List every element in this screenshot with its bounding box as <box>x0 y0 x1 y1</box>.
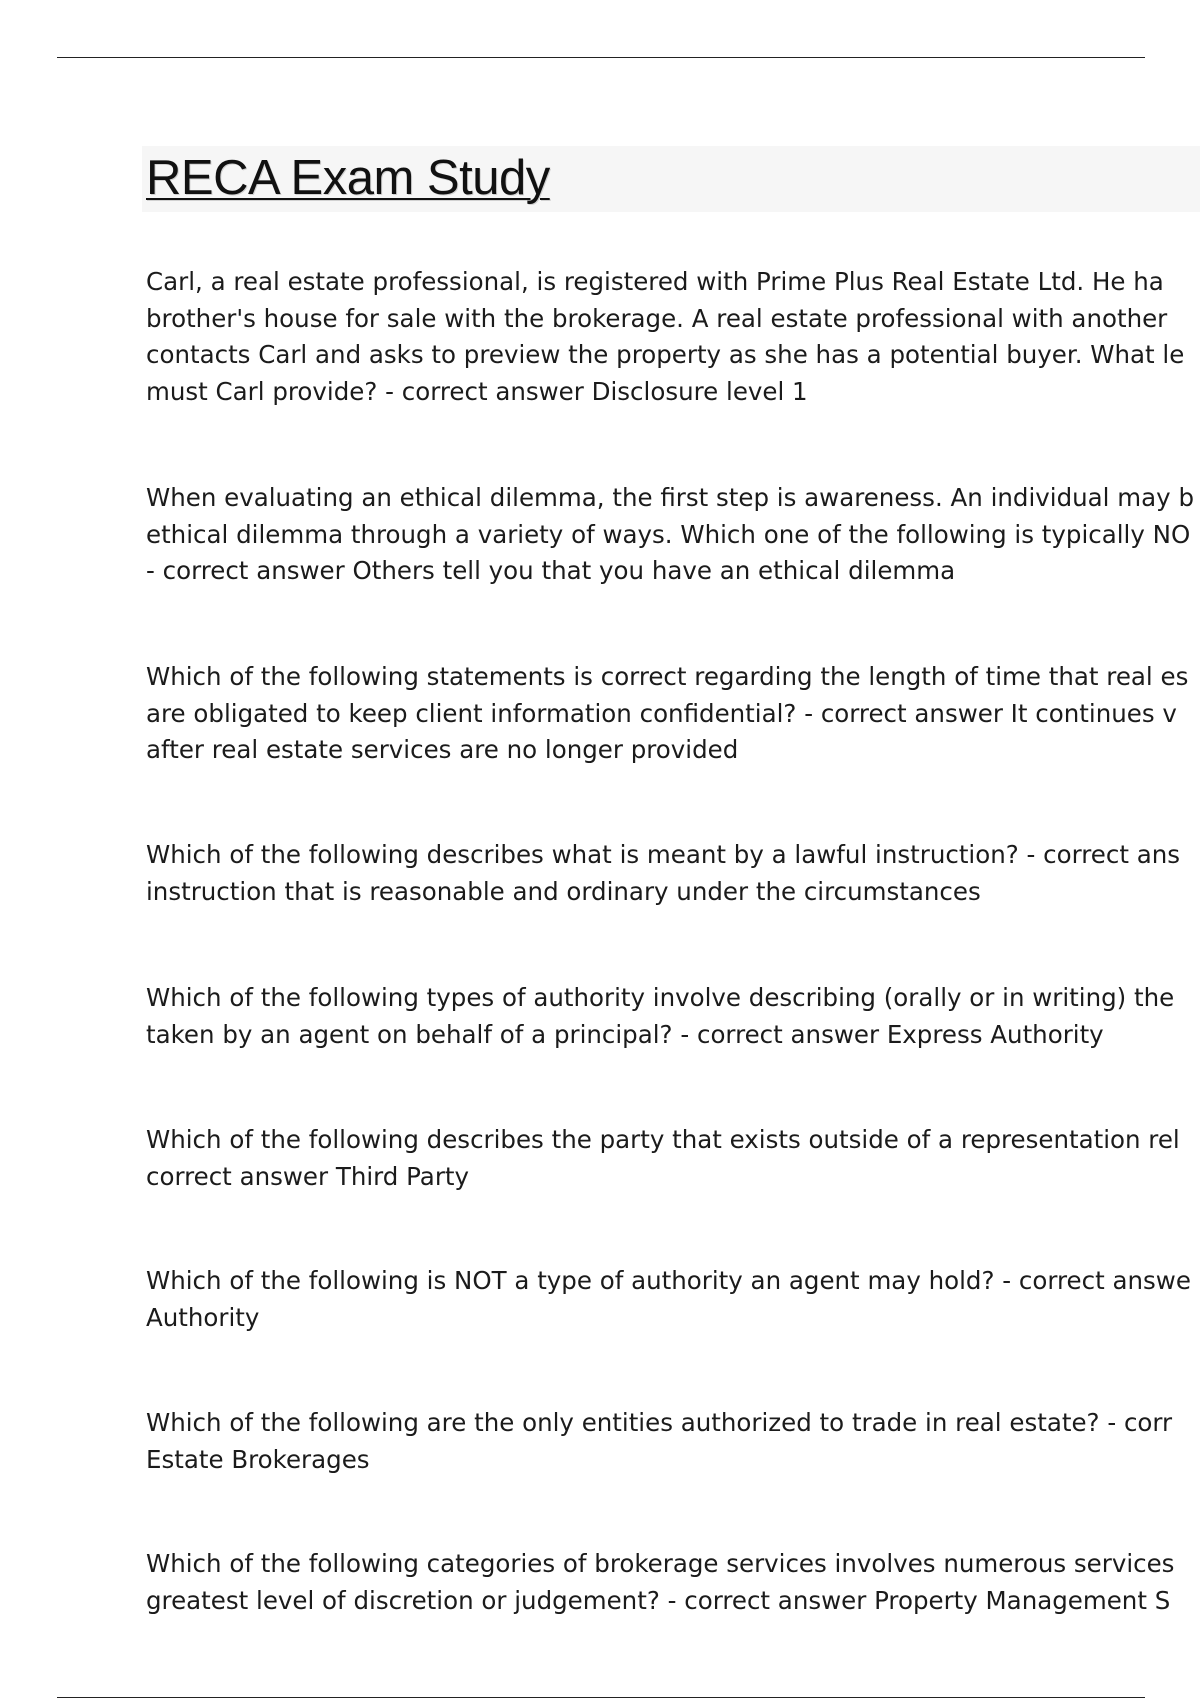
qa-item-2-line-3: - correct answer Others tell you that you have an ethical dilemma <box>146 556 956 585</box>
qa-item-9-line-1: Which of the following categories of brokerage services involves numerous services <box>146 1549 1175 1578</box>
qa-item-5-line-1: Which of the following types of authority involve describing (orally or in writing) the <box>146 983 1175 1012</box>
qa-item-8 <box>146 1405 1172 1478</box>
qa-item-3-line-3: after real estate services are no longer provided <box>146 735 739 764</box>
qa-item-7-line-2: Authority <box>146 1302 260 1332</box>
qa-item-3-line-2: are obligated to keep client information confidential? - correct answer It continues v <box>146 698 1177 728</box>
qa-item-6-line-1: Which of the following describes the party that exists outside of a representation rel <box>146 1125 1180 1154</box>
qa-item-1-line-4: must Carl provide? - correct answer Disclosure level 1 <box>146 376 808 406</box>
qa-item-6 <box>146 1122 1180 1195</box>
qa-item-8-line-1: Which of the following are the only entities authorized to trade in real estate? - corr <box>146 1408 1173 1437</box>
qa-item-3-line-1: Which of the following statements is correct regarding the length of time that real es <box>146 662 1189 691</box>
qa-item-4 <box>146 837 1180 910</box>
qa-item-2-line-2: ethical dilemma through a variety of ways. Which one of the following is typically NO <box>146 519 1191 549</box>
qa-item-5-line-2: taken by an agent on behalf of a principal? - correct answer Express Authority <box>146 1019 1104 1049</box>
qa-item-1 <box>146 264 1184 410</box>
qa-item-1-line-2: brother's house for sale with the brokerage. A real estate professional with another <box>146 303 1168 333</box>
qa-item-9 <box>146 1546 1174 1619</box>
qa-item-1-line-3: contacts Carl and asks to preview the property as she has a potential buyer. What le <box>146 340 1185 369</box>
qa-item-8-line-2: Estate Brokerages <box>146 1444 370 1474</box>
qa-item-3 <box>146 659 1188 769</box>
header-rule <box>57 57 1145 58</box>
qa-item-2-line-1: When evaluating an ethical dilemma, the first step is awareness. An individual may b <box>146 483 1194 512</box>
document-title: RECA Exam Study <box>146 151 550 205</box>
qa-item-7-line-1: Which of the following is NOT a type of authority an agent may hold? - correct answe <box>146 1266 1191 1295</box>
qa-item-2 <box>146 480 1194 590</box>
qa-item-7 <box>146 1263 1191 1336</box>
qa-item-6-line-2: correct answer Third Party <box>146 1161 469 1191</box>
footer-rule <box>57 1697 1145 1698</box>
qa-item-9-line-2: greatest level of discretion or judgement? - correct answer Property Management S <box>146 1585 1171 1615</box>
qa-item-5 <box>146 980 1174 1053</box>
qa-item-4-line-1: Which of the following describes what is meant by a lawful instruction? - correct ans <box>146 840 1181 869</box>
qa-item-4-line-2: instruction that is reasonable and ordinary under the circumstances <box>146 876 981 906</box>
qa-item-1-line-1: Carl, a real estate professional, is registered with Prime Plus Real Estate Ltd. He ha <box>146 267 1164 296</box>
